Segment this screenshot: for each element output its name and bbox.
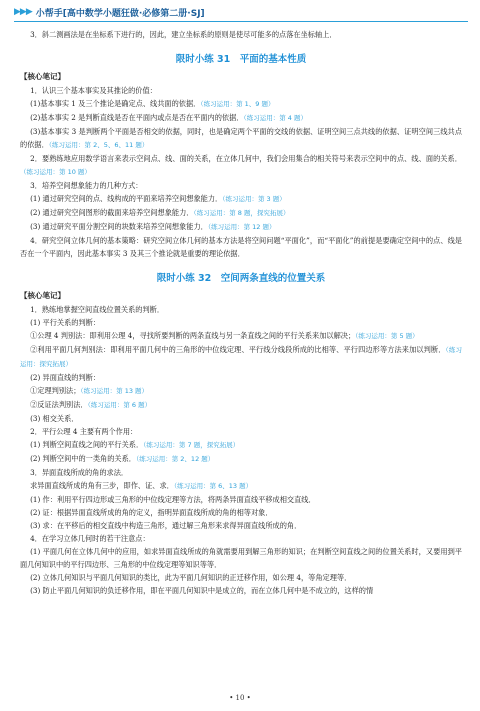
section-32	[20, 270, 462, 597]
note-text: (1)基本事实 1 及三个推论是确定点、线共面的依据．	[30, 99, 201, 108]
note-line	[20, 316, 462, 329]
practice-reference: （练习运用：第 4 题）	[243, 114, 307, 122]
section-32-lines	[20, 303, 462, 597]
note-text: (3) 求：在平移后的相交直线中构造三角形，通过解三角形来求得异面直线所成的角．	[30, 521, 302, 530]
note-line	[20, 329, 462, 343]
header-title: 小帮手[高中数学小题狂做·必修第二册·SJ]	[35, 8, 205, 19]
note-text: 2．要熟练地应用数学语言来表示空间点、线、面的关系，在立体几何中，我们会用集合的相关符号来表示空间中的点、线、面的关系．	[30, 154, 462, 163]
practice-reference: （练习运用：第 10 题）	[20, 168, 91, 176]
section-31-lines	[20, 84, 462, 260]
section-31	[20, 51, 462, 260]
practice-reference: （练习运用：第 7 题，探究拓展）	[143, 441, 240, 449]
note-line	[20, 493, 462, 506]
practice-reference: （练习运用：第 2、12 题）	[135, 455, 215, 463]
note-text: ①公理 4 判别法：即利用公理 4，寻找所要判断的两条直线与另一条直线之间的平行关系来加以解决；	[30, 331, 356, 340]
note-text: 1．认识三个基本事实及其推论的价值：	[30, 86, 157, 95]
note-text: (2) 判断空间中的一类角的关系．	[30, 454, 136, 463]
page-number: • 10 •	[229, 694, 251, 702]
note-line	[20, 571, 462, 584]
practice-reference: （练习运用：第 1、9 题）	[200, 100, 275, 108]
note-line	[20, 152, 462, 179]
page-content	[20, 28, 462, 597]
note-line	[20, 206, 462, 220]
note-text: (2) 通过研究空间图形的截面来培养空间想象能力．	[30, 208, 194, 217]
practice-reference: （练习运用：第 12 题）	[207, 223, 276, 231]
note-text: 3．异面直线所成的角的求法．	[30, 468, 129, 477]
note-line	[20, 179, 462, 192]
note-text: ②利用平面几何判别法：即利用平面几何中的三角形的中位线定理、平行线分线段所成的比相等、平行四边形等方法来加以判断．	[30, 345, 446, 354]
note-line	[20, 84, 462, 97]
note-text: (2) 立体几何知识与平面几何知识的类比，此为平面几何知识的正迁移作用，如公理 4，等角定理等．	[30, 573, 352, 582]
note-text: (3)基本事实 3 是判断两个平面是否相交的依据，同时，也是确定两个平面的交线的依据、证明空间三点共线的依据、证明空间三线共点的依据．	[20, 127, 462, 149]
note-text: ②反证法判别法．	[30, 400, 88, 409]
practice-reference: （练习运用：第 2、5、6、11 题）	[48, 141, 149, 149]
note-text: (1) 通过研究空间的点、线构成的平面来培养空间想象能力．	[30, 194, 223, 203]
section-31-notes-label: 【核心笔记】	[20, 72, 65, 81]
note-line	[20, 398, 462, 412]
note-text: (1) 判断空间直线之间的平行关系．	[30, 440, 144, 449]
note-line	[20, 111, 462, 125]
note-text: (3) 防止平面几何知识的负迁移作用，即在平面几何知识中是成立的，而在立体几何中是不成立的，这样的情	[30, 586, 374, 595]
note-line	[20, 220, 462, 234]
note-line	[20, 384, 462, 398]
practice-reference: （练习运用：第 6、13 题）	[173, 482, 253, 490]
note-line	[20, 343, 462, 371]
practice-reference: （练习运用：第 6 题）	[87, 401, 152, 409]
note-line	[20, 545, 462, 571]
note-text: (2) 异面直线的判断：	[30, 373, 101, 382]
note-line	[20, 452, 462, 466]
note-text: (3) 相交关系．	[30, 414, 79, 423]
section-32-notes-label: 【核心笔记】	[20, 291, 65, 300]
note-text: (3) 通过研究平面分割空间的块数来培养空间想象能力．	[30, 222, 208, 231]
practice-reference: （练习运用：第 13 题）	[80, 387, 149, 395]
practice-reference: （练习运用：第 8 题，探究拓展）	[193, 209, 290, 217]
practice-reference: （练习运用：探究拓展）	[20, 346, 463, 368]
note-text: (1) 平面几何在立体几何中的应用，如求异面直线所成的角就需要用到解三角形的知识；在判断空间直线之间的位置关系时，又要用到平面几何知识中的平行四边形、三角形的中位线定理等知识等等．	[20, 547, 462, 569]
note-line	[20, 303, 462, 316]
note-text: ①定理判别法；	[30, 386, 81, 395]
section-31-title: 限时小练 31 平面的基本性质	[175, 54, 307, 65]
note-line	[20, 412, 462, 425]
section-32-title: 限时小练 32 空间两条直线的位置关系	[156, 273, 326, 284]
note-line	[20, 371, 462, 384]
note-line	[20, 532, 462, 545]
note-text: 1．熟练地掌握空间直线位置关系的判断．	[30, 305, 165, 314]
practice-reference: （练习运用：第 5 题）	[355, 332, 419, 340]
note-line	[20, 125, 462, 152]
note-line	[20, 519, 462, 532]
practice-reference: （练习运用：第 3 题）	[222, 195, 286, 203]
header-divider	[14, 21, 468, 22]
header-arrows-icon: ▶▶▶	[14, 7, 32, 17]
note-text: 3．培养空间想象能力的几种方式：	[30, 181, 143, 190]
note-text: 2．平行公理 4 主要有两个作用：	[30, 427, 138, 436]
note-line	[20, 425, 462, 438]
note-line	[20, 584, 462, 597]
note-line	[20, 192, 462, 206]
note-line	[20, 479, 462, 493]
note-text: (2) 证：根据异面直线所成的角的定义，指明异面直线所成的角的相等对象．	[30, 508, 273, 517]
note-text: (1) 平行关系的判断：	[30, 318, 101, 327]
note-text: 4．在学习立体几何时的若干注意点：	[30, 534, 150, 543]
intro-line: 3．斜二测画法是在坐标系下进行的，因此，建立坐标系的原则是使尽可能多的点落在坐标轴上．	[30, 30, 337, 39]
note-text: (2)基本事实 2 是判断直线是否在平面内或点是否在平面内的依据．	[30, 113, 244, 122]
note-text: 求异面直线所成的角有三步，即作、证、求．	[30, 481, 174, 490]
note-text: 4．研究空间立体几何的基本策略：研究空间立体几何的基本方法是将空间问题“平面化”，而“平面化”的前提是要确定空间中的点、线是否在一个平面内，因此基本事实 3 及其三个推论就是重要的理论依据．	[20, 236, 462, 258]
note-line	[20, 97, 462, 111]
note-line	[20, 234, 462, 260]
note-line	[20, 438, 462, 452]
note-line	[20, 506, 462, 519]
note-line	[20, 466, 462, 479]
note-text: (1) 作：利用平行四边形或三角形的中位线定理等方法，将两条异面直线平移成相交直线．	[30, 495, 316, 504]
